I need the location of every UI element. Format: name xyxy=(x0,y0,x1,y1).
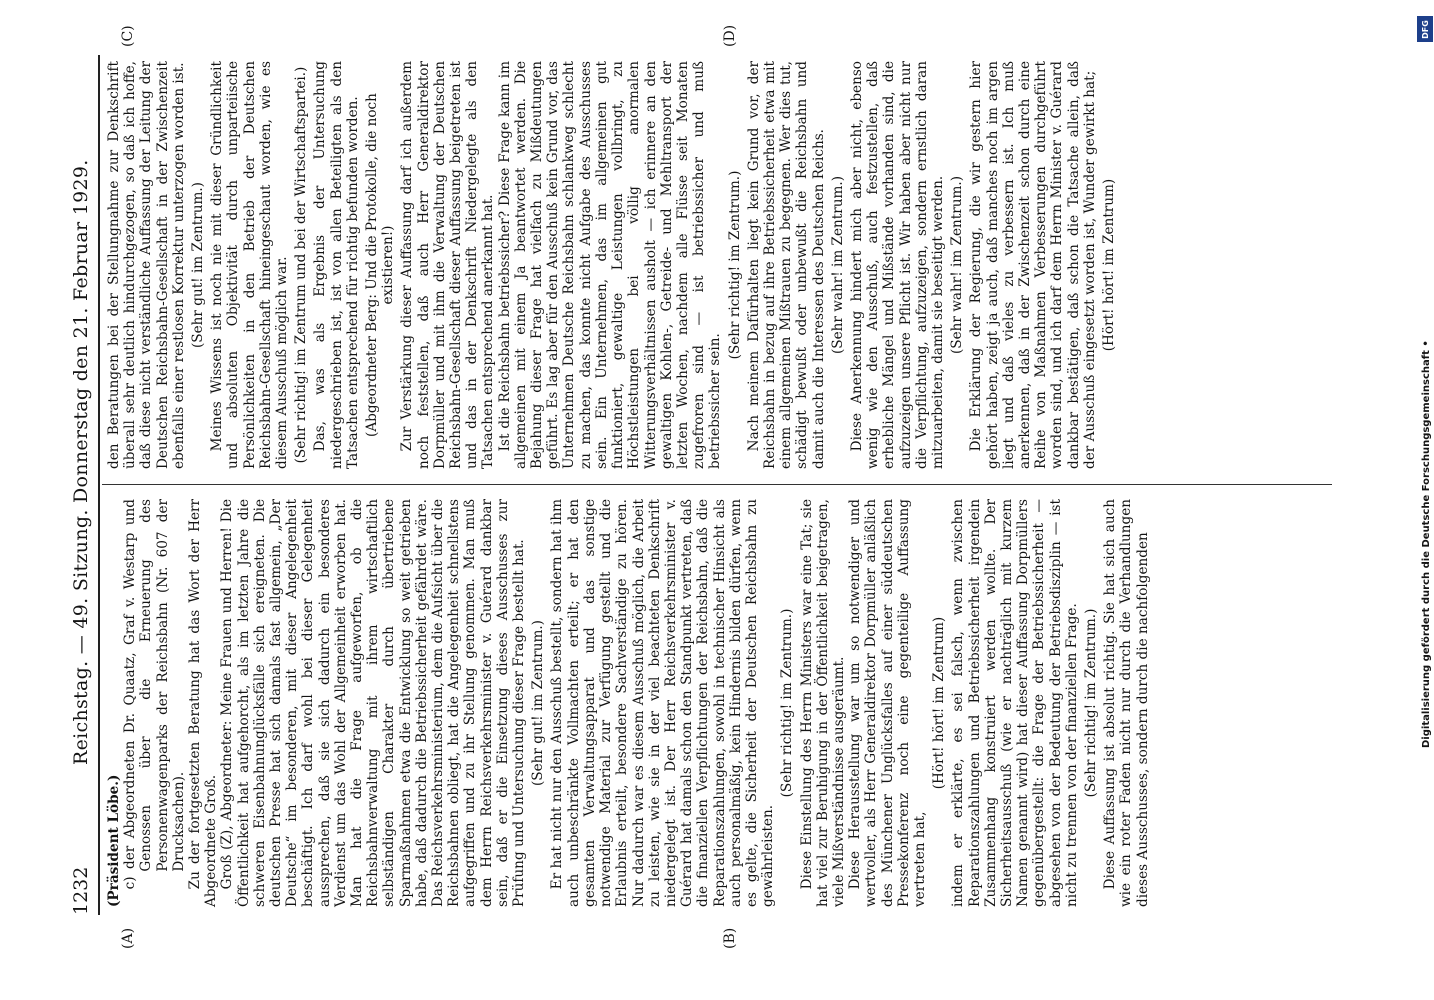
dfg-logo: DFG xyxy=(1417,16,1433,42)
header-rule xyxy=(98,55,100,915)
paragraph: Meines Wissens ist noch nie mit dieser Gründlichkeit und absoluten Objektivität durch unparteiische Persönlichkeiten in den Betrieb der Deutschen Reichsbahn-Gesellschaft hineingeschaut worden, wie es diesem Ausschuß möglich war. xyxy=(209,61,291,469)
agenda-item: c) der Abgeordneten Dr. Quaatz, Graf v. Westarp und Genossen über die Erneuerung des Personenwagenparks der Reichsbahn (Nr. 607 der Drucksachen). xyxy=(122,499,187,890)
interjection: (Hört! hört! im Zentrum) xyxy=(1100,178,1117,352)
interjection: (Abgeordneter Berg: Und die Protokolle, die noch existieren!) xyxy=(364,93,397,437)
paragraph: Diese Auffassung ist absolut richtig. Sie hat sich auch wie ein roter Faden nicht nur durch die Verhandlungen dieses Ausschusses, sondern durch die nachfolgenden xyxy=(1102,499,1151,907)
left-column xyxy=(106,499,1151,907)
interjection: (Sehr wahr! im Zentrum.) xyxy=(829,175,846,355)
paragraph: Ist die Reichsbahn betriebssicher? Diese Frage kann im allgemeinen mit einem Ja beantwortet werden. Die Bejahung dieser Frage hat vielfach zu Mißdeutungen geführt. Es lag aber für den Ausschuß kein Grund vor, das Unternehmen Deutsche Reichsbahn schlankweg schlecht zu machen, das konnte nicht Aufgabe des Ausschusses sein. Ein Unternehmen, das im allgemeinen gut funktioniert, gewaltige Leistungen vollbringt, zu Höchstleistungen bei völlig anormalen Witterungsverhältnissen ausholt — ich erinnere an den gewaltigen Kohlen-, Getreide- und Mehltransport der letzten Wochen, nachdem alle Flüsse seit Monaten zugefroren sind — ist betriebssicher und muß betriebssicher sein. xyxy=(496,61,724,469)
paragraph: Zur Verstärkung dieser Auffassung darf ich außerdem noch feststellen, daß auch Herr Generaldirektor Dorpmüller und mit ihm die Verwaltung der Deutschen Reichsbahn-Gesellschaft dieser Auffassung beigetreten ist und das in der Denkschrift Niedergelegte als den Tatsachen entsprechend anerkannt hat. xyxy=(399,61,497,469)
interjection: (Sehr wahr! im Zentrum.) xyxy=(949,175,966,355)
digitization-sidebar xyxy=(1417,8,1434,998)
page-number: 1232 xyxy=(70,866,92,915)
margin-mark-d: (D) xyxy=(722,24,738,47)
margin-mark-b: (B) xyxy=(722,927,738,949)
interjection: (Sehr richtig! im Zentrum und bei der Wirtschaftspartei.) xyxy=(293,66,310,464)
paragraph: Er hat nicht nur den Ausschuß bestellt, sondern hat ihm auch unbeschränkte Vollmachten erteilt; er hat den gesamten Verwaltungsapparat und das sonstige notwendige Material zur Verfügung gestellt und die Erlaubnis erteilt, besondere Sachverständige zu hören. Nur dadurch war es diesem Ausschuß möglich, die Arbeit zu leisten, wie sie in der viel beachteten Denkschrift niedergelegt ist. Der Herr Reichsverkehrsminister v. Guérard hat damals schon den Standpunkt vertreten, daß die finanziellen Verpflichtungen der Reichsbahn, daß die Reparationszahlungen, sowohl in technischer Hinsicht als auch personalmäßig, kein Hindernis bilden dürfen, wenn es gelte, die Sicherheit der Deutschen Reichsbahn zu gewährleisten. xyxy=(549,499,777,907)
paragraph: Diese Einstellung des Herrn Ministers war eine Tat; sie hat viel zur Beruhigung in der Öffentlichkeit beigetragen, viele Mißverständnisse ausgeräumt. xyxy=(798,499,847,907)
document-page xyxy=(62,0,1387,955)
speaker-note: (Präsident Löbe.) xyxy=(106,774,122,907)
digitization-credit: Digitalisierung gefördert durch die Deutsche Forschungsgemeinschaft • xyxy=(1421,340,1432,748)
interjection: (Sehr richtig! im Zentrum.) xyxy=(1082,608,1099,798)
margin-mark-a: (A) xyxy=(120,927,136,949)
paragraph: den Beratungen bei der Stellungnahme zur Denkschrift überall sehr deutlich hindurchgezogen, so daß ich hoffe, daß diese nicht verständliche Auffassung der Leitung der Deutschen Reichsbahn-Gesellschaft in der Zwischenzeit ebenfalls einer restlosen Korrektur unterzogen worden ist. xyxy=(106,61,187,469)
interjection: (Sehr gut! im Zentrum.) xyxy=(530,620,547,786)
paragraph: Groß (Z), Abgeordneter: Meine Frauen und Herren! Die Öffentlichkeit hat aufgehorcht, als im letzten Jahre die schweren Eisenbahnunglücksfälle sich ereigneten. Die deutschen Presse hat sich damals fast allgemein, „Der Deutsche“ im besonderen, mit dieser Angelegenheit beschäftigt. Ich darf wohl bei dieser Gelegenheit aussprechen, daß sie sich dadurch ein besonderes Verdienst um das Wohl der Allgemeinheit erworben hat. Man hat die Frage aufgeworfen, ob die Reichsbahnverwaltung mit ihrem wirtschaftlich selbständigen Charakter durch übertriebene Sparmaßnahmen etwa die Entwicklung so weit getrieben habe, daß dadurch die Betriebssicherheit gefährdet wäre. Das Reichsverkehrsministerium, dem die Aufsicht über die Reichsbahnen obliegt, hat die Angelegenheit schnellstens aufgegriffen und zu ihr Stellung genommen. Man muß dem Herrn Reichsverkehrsminister v. Guérard dankbar sein, daß er die Einsetzung dieses Ausschusses zur Prüfung und Untersuchung dieser Frage bestellt hat. xyxy=(219,499,528,907)
interjection: (Sehr richtig! im Zentrum.) xyxy=(726,170,743,360)
interjection: (Sehr richtig! im Zentrum.) xyxy=(779,608,796,798)
page-header xyxy=(70,55,96,915)
paragraph: indem er erklärte, es sei falsch, wenn zwischen Reparationszahlungen und Betriebssicherheit irgendein Zusammenhang konstruiert werden wollte. Der Sicherheitsausschuß (wie er nachträglich mit kurzem Namen genannt wird) hat dieser Auffassung Dorpmüllers gegenübergestellt: die Frage der Betriebssicherheit — abgesehen von der Bedeutung der Betriebsdisziplin — ist nicht zu trennen von der finanziellen Frage. xyxy=(950,499,1080,907)
paragraph: Nach meinem Dafürhalten liegt kein Grund vor, der Reichsbahn in bezug auf ihre Betriebssicherheit etwa mit einem allgemeinen Mißtrauen zu begegnen. Wer dies tut, schädigt bewußt oder unbewußt die Reichsbahn und damit auch die Interessen des Deutschen Reichs. xyxy=(745,61,827,469)
paragraph: Zu der fortgesetzten Beratung hat das Wort der Herr Abgeordnete Groß. xyxy=(187,499,220,907)
paragraph: Diese Herausstellung war um so notwendiger und wertvoller, als Herr Generaldirektor Dorpmüller anläßlich des Münchener Unglücksfalles auf einer süddeutschen Pressekonferenz noch eine gegenteilige Auffassung vertreten hat, xyxy=(847,499,928,907)
paragraph: Die Erklärung der Regierung, die wir gestern hier gehört haben, zeigt ja auch, daß manches noch im argen liegt und daß vieles zu verbessern ist. Ich muß anerkennen, daß in der Zwischenzeit schon durch eine Reihe von Maßnahmen Verbesserungen durchgeführt worden sind, und ich darf dem Herrn Minister v. Guérard dankbar bestätigen, daß schon die Tatsache allein, daß der Ausschuß eingesetzt worden ist, Wunder gewirkt hat; xyxy=(968,61,1098,469)
column-divider xyxy=(102,484,1332,485)
margin-mark-c: (C) xyxy=(120,25,136,47)
paragraph: Das, was als Ergebnis der Untersuchung niedergeschrieben ist, ist von allen Beteiligten als den Tatsachen entsprechend für richtig befunden worden. xyxy=(312,61,361,469)
paragraph: Diese Anerkennung hindert mich aber nicht, ebenso wenig wie den Ausschuß, auch festzustellen, daß erhebliche Mängel und Mißstände vorhanden sind, die aufzuzeigen unsere Pflicht ist. Wir haben aber nicht nur die Verpflichtung, aufzuzeigen, sondern ernstlich daran mitzuarbeiten, damit sie beseitigt werden. xyxy=(848,61,946,469)
interjection: (Sehr gut! im Zentrum.) xyxy=(190,182,207,348)
running-title: Reichstag. — 49. Sitzung. Donnerstag den 21. Februar 1929. xyxy=(70,159,92,765)
interjection: (Hört! hört! im Zentrum) xyxy=(931,616,948,790)
right-column xyxy=(106,61,1120,469)
